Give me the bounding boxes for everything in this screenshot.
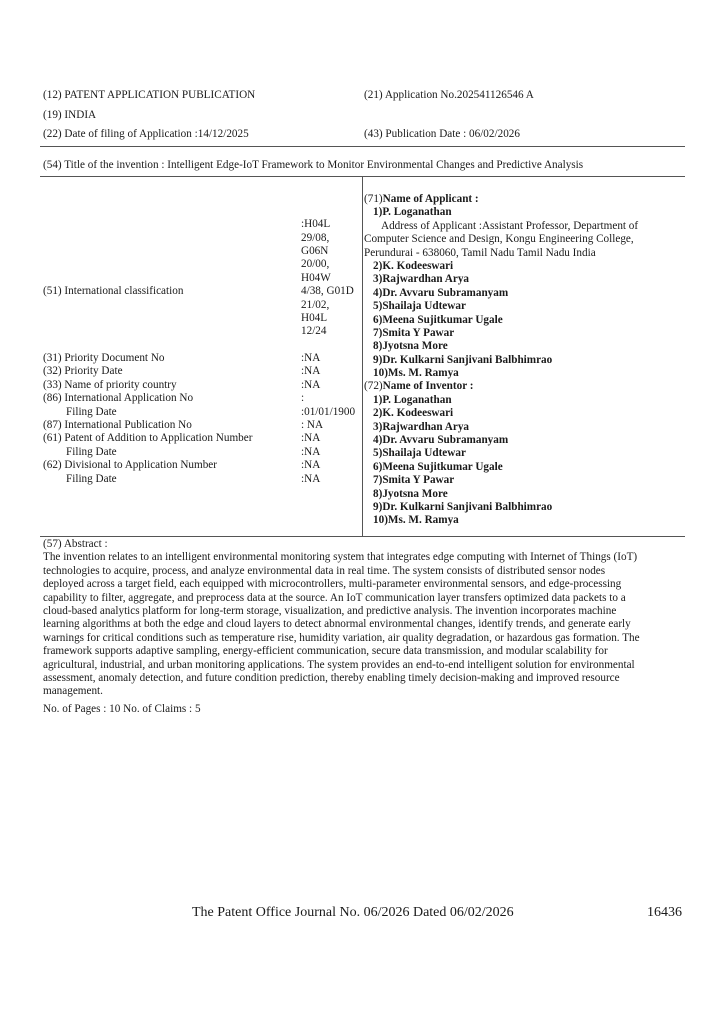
classification-code: H04L xyxy=(301,311,328,324)
inventor-name: 1)P. Loganathan xyxy=(373,393,452,406)
field-value-intl-filing-date: :01/01/1900 xyxy=(301,405,356,418)
applicant-name: 3)Rajwardhan Arya xyxy=(373,273,470,286)
abstract-line: assessment, anomaly detection, and future condition prediction, thereby enabling timely decision-making and improved resource xyxy=(43,671,620,684)
field-value-divisional-filing-date: :NA xyxy=(301,472,321,485)
applicant-name: 8)Jyotsna More xyxy=(373,340,448,353)
abstract-line: deployed across a target field, each equipped with microcontrollers, multi-parameter environmental sensors, and edge-processing xyxy=(43,578,622,591)
field-value-divisional: :NA xyxy=(301,459,321,472)
field-label-priority-country: (33) Name of priority country xyxy=(43,378,177,391)
abstract-heading: (57) Abstract : xyxy=(43,538,108,550)
field-label-patent-of-addition: (61) Patent of Addition to Application Number xyxy=(43,432,253,445)
applicant-name: 9)Dr. Kulkarni Sanjivani Balbhimrao xyxy=(373,353,553,366)
field-label-priority-date: (32) Priority Date xyxy=(43,365,123,378)
abstract-line: agricultural, industrial, and urban monitoring applications. The system provides an end-to-end intelligent solution for environmental xyxy=(43,658,635,671)
applicant-name: 2)K. Kodeeswari xyxy=(373,259,454,272)
filing-date: (22) Date of filing of Application :14/12/2025 xyxy=(43,128,249,140)
classification-code: G06N xyxy=(301,244,329,257)
abstract-line: cloud-based analytics platform for long-term storage, visualization, and predictive analysis. The invention incorporates machine xyxy=(43,604,617,617)
field-value-addition-filing-date: :NA xyxy=(301,445,321,458)
applicant-name: 1)P. Loganathan xyxy=(373,206,452,219)
pages-and-claims: No. of Pages : 10 No. of Claims : 5 xyxy=(43,702,201,715)
inventor-name: 6)Meena Sujitkumar Ugale xyxy=(373,460,503,473)
abstract-line: learning algorithms at both the edge and cloud layers to detect abnormal environmental changes, identify trends, and generate early xyxy=(43,618,631,631)
field-label-intl-filing-date: Filing Date xyxy=(66,405,117,418)
abstract-line: technologies to acquire, process, and analyze environmental data in real time. The system consists of distributed sensor nodes xyxy=(43,564,606,577)
classification-code: H04W xyxy=(301,271,331,284)
abstract-section xyxy=(43,538,688,716)
header-divider xyxy=(40,146,685,147)
field-label-divisional-filing-date: Filing Date xyxy=(66,472,117,485)
inventor-name: 7)Smita Y Pawar xyxy=(373,474,455,487)
field-value-patent-of-addition: :NA xyxy=(301,432,321,445)
applicant-name: 4)Dr. Avvaru Subramanyam xyxy=(373,286,509,299)
invention-title: (54) Title of the invention : Intelligent Edge-IoT Framework to Monitor Environmental Changes and Predictive Analysis xyxy=(43,159,584,171)
column-divider xyxy=(362,176,363,536)
inventor-name: 10)Ms. M. Ramya xyxy=(373,514,459,527)
field-label-international-application: (86) International Application No xyxy=(43,392,194,405)
abstract-line: framework supports adaptive sampling, energy-efficient communication, secure data transmission, and modular scalability for xyxy=(43,645,608,658)
inventor-name: 5)Shailaja Udtewar xyxy=(373,447,466,460)
inventor-heading: (72)Name of Inventor : xyxy=(364,380,474,393)
publication-date: (43) Publication Date : 06/02/2026 xyxy=(364,128,520,140)
field-value-priority-date: :NA xyxy=(301,365,321,378)
application-number: (21) Application No.202541126546 A xyxy=(364,89,534,101)
country: (19) INDIA xyxy=(43,109,97,121)
classification-code: 12/24 xyxy=(301,325,327,338)
inventor-name: 4)Dr. Avvaru Subramanyam xyxy=(373,434,509,447)
classification-code: 20/00, xyxy=(301,258,330,271)
field-values xyxy=(301,178,361,486)
applicant-name: 10)Ms. M. Ramya xyxy=(373,367,459,380)
abstract-line: management. xyxy=(43,685,103,698)
field-label-priority-document: (31) Priority Document No xyxy=(43,352,165,365)
abstract-body xyxy=(43,551,683,698)
publication-type: (12) PATENT APPLICATION PUBLICATION xyxy=(43,89,256,101)
applicant-name: 6)Meena Sujitkumar Ugale xyxy=(373,313,503,326)
inventor-name: 8)Jyotsna More xyxy=(373,487,448,500)
classification-code: 21/02, xyxy=(301,298,330,311)
applicants-inventors xyxy=(364,193,686,528)
field-label-divisional: (62) Divisional to Application Number xyxy=(43,459,218,472)
inventor-name: 9)Dr. Kulkarni Sanjivani Balbhimrao xyxy=(373,500,553,513)
inventor-name: 3)Rajwardhan Arya xyxy=(373,420,470,433)
applicant-name: 5)Shailaja Udtewar xyxy=(373,300,466,313)
table-bottom-divider xyxy=(40,536,685,537)
field-label-addition-filing-date: Filing Date xyxy=(66,445,117,458)
inventor-name: 2)K. Kodeeswari xyxy=(373,407,454,420)
classification-code: 4/38, G01D xyxy=(301,285,354,298)
applicant-address: Perundurai - 638060, Tamil Nadu Tamil Nadu India xyxy=(364,246,596,259)
field-label-international-classification: (51) International classification xyxy=(43,285,184,298)
abstract-line: The invention relates to an intelligent environmental monitoring system that integrates edge computing with Internet of Things (IoT) xyxy=(43,551,638,564)
applicant-heading: (71)Name of Applicant : xyxy=(364,193,479,205)
abstract-line: capability to filter, aggregate, and preprocess data at the source. An IoT communication layer transfers optimized data packets to a xyxy=(43,591,626,604)
journal-footer: The Patent Office Journal No. 06/2026 Dated 06/02/2026 xyxy=(192,905,514,920)
abstract-line: warnings for critical conditions such as temperature rise, humidity variation, air quality degradation, or hazardous gas formation. The xyxy=(43,631,640,644)
field-value-international-application: : xyxy=(301,392,305,405)
field-labels xyxy=(43,178,298,486)
classification-code: :H04L xyxy=(301,218,331,231)
applicant-address: Computer Science and Design, Kongu Engineering College, xyxy=(364,233,634,246)
page-number: 16436 xyxy=(647,905,682,920)
applicant-name: 7)Smita Y Pawar xyxy=(373,326,455,339)
applicant-address: Address of Applicant :Assistant Professor, Department of xyxy=(381,219,639,232)
field-label-international-publication: (87) International Publication No xyxy=(43,419,192,432)
classification-code: 29/08, xyxy=(301,231,330,244)
field-value-priority-document: :NA xyxy=(301,352,321,365)
field-value-international-publication: : NA xyxy=(301,419,324,432)
field-value-priority-country: :NA xyxy=(301,378,321,391)
